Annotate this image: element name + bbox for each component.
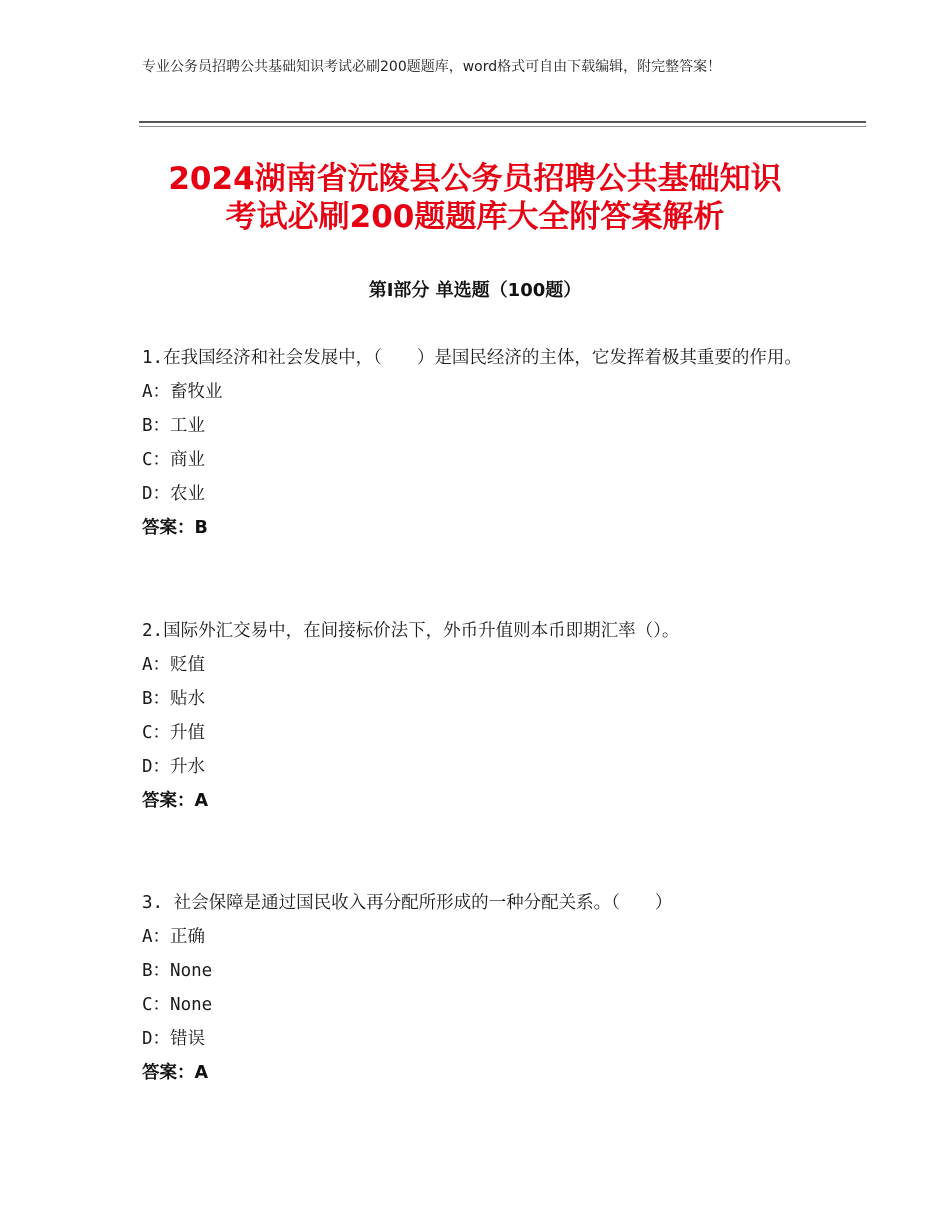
- option-c: C：升值: [142, 723, 206, 743]
- question-stem: 2.国际外汇交易中，在间接标价法下，外币升值则本币即期汇率（）。: [142, 621, 680, 641]
- option-a: A：畜牧业: [142, 382, 223, 402]
- option-a: A：正确: [142, 927, 206, 947]
- section-title: 第Ⅰ部分 单选题（100题）: [368, 280, 582, 301]
- question-2: [142, 615, 802, 818]
- option-c: C：None: [142, 995, 213, 1015]
- header-note: 专业公务员招聘公共基础知识考试必刷200题题库，word格式可自由下载编辑，附完整答案！: [142, 59, 722, 75]
- question-stem: 1.在我国经济和社会发展中，（ ）是国民经济的主体，它发挥着极其重要的作用。: [142, 348, 802, 368]
- option-d: D：错误: [142, 1029, 206, 1049]
- header-divider-thick: [139, 121, 866, 123]
- title-line-1: 2024湖南省沅陵县公务员招聘公共基础知识: [168, 161, 782, 197]
- question-stem: 3. 社会保障是通过国民收入再分配所形成的一种分配关系。（ ）: [142, 893, 673, 913]
- answer: 答案：A: [142, 791, 209, 811]
- document-title: [60, 160, 890, 236]
- title-line-2: 考试必刷200题题库大全附答案解析: [225, 199, 725, 235]
- option-a: A：贬值: [142, 655, 206, 675]
- option-b: B：贴水: [142, 689, 206, 709]
- header-divider-thin: [139, 126, 866, 127]
- option-b: B：工业: [142, 416, 206, 436]
- option-d: D：升水: [142, 757, 206, 777]
- answer: 答案：B: [142, 518, 208, 538]
- answer: 答案：A: [142, 1063, 209, 1083]
- question-1: [142, 342, 802, 545]
- question-3: [142, 887, 802, 1090]
- option-b: B：None: [142, 961, 213, 981]
- option-d: D：农业: [142, 484, 206, 504]
- option-c: C：商业: [142, 450, 206, 470]
